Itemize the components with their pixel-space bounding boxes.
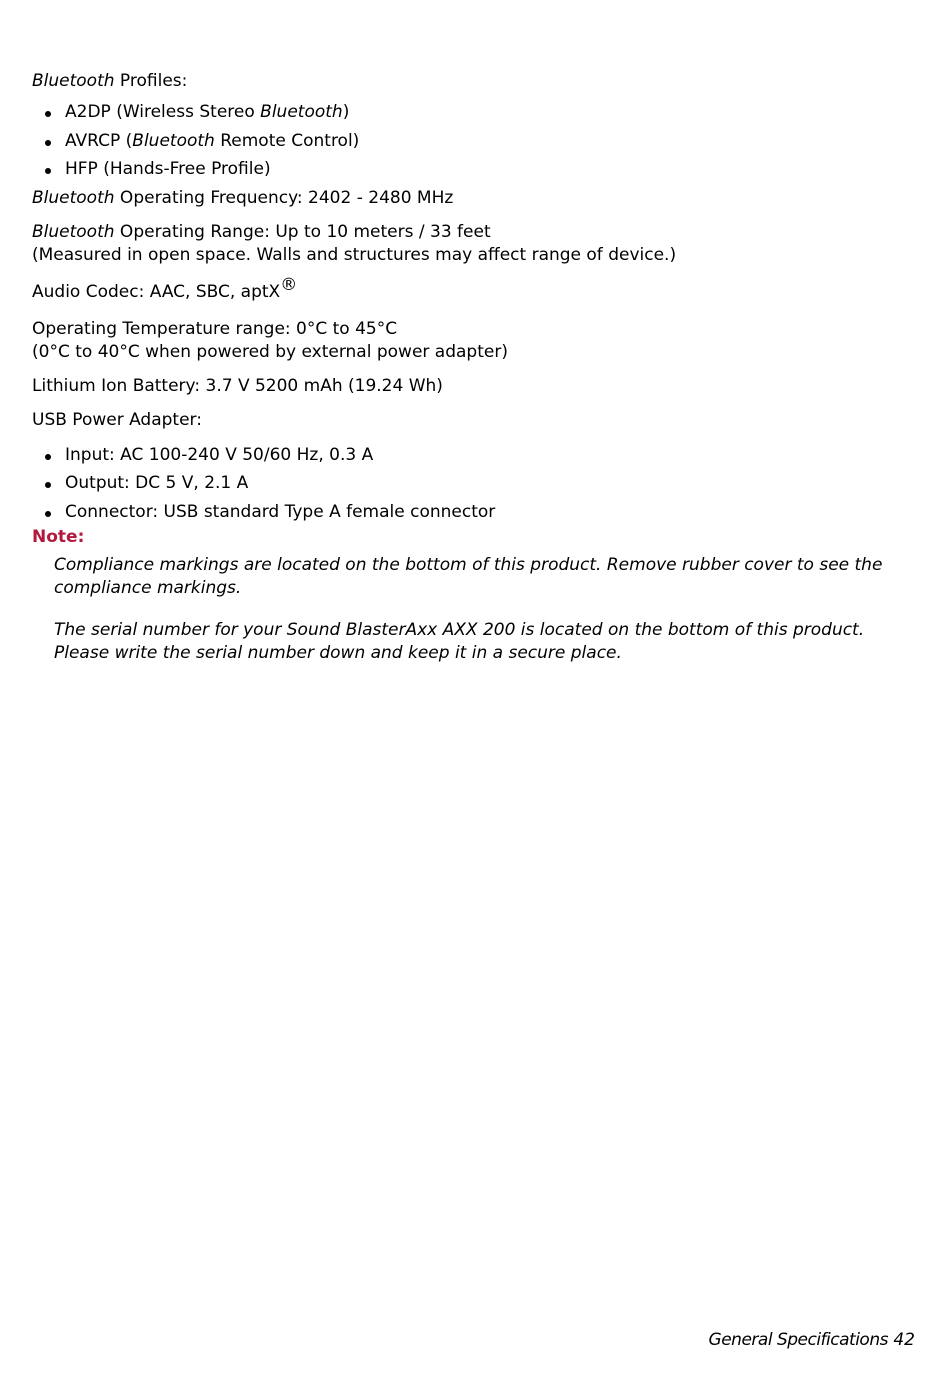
bluetooth-profiles-list (32, 101, 922, 181)
bullet-icon (45, 111, 51, 117)
note-label: Note: (32, 527, 85, 547)
list-item: Input: AC 100-240 V 50/60 Hz, 0.3 A (32, 444, 922, 467)
list-item: Connector: USB standard Type A female connector (32, 501, 922, 524)
bullet-icon (45, 511, 51, 517)
bullet-icon (45, 168, 51, 174)
note-paragraph: The serial number for your Sound BlasterAxx AXX 200 is located on the bottom of this product. Please write the serial number down and keep it in a secure place. (54, 620, 865, 663)
bluetooth-profiles-heading (32, 70, 922, 93)
bluetooth-range-note: (Measured in open space. Walls and structures may affect range of device.) (32, 244, 677, 265)
audio-codec: Audio Codec: AAC, SBC, aptX® (32, 274, 298, 302)
usb-adapter-heading: USB Power Adapter: (32, 409, 202, 430)
bullet-icon (45, 454, 51, 460)
bullet-icon (45, 140, 51, 146)
temperature-range: Operating Temperature range: 0°C to 45°C (32, 318, 398, 339)
note-paragraph: Compliance markings are located on the bottom of this product. Remove rubber cover to see the compliance markings. (54, 555, 883, 598)
bluetooth-frequency: Bluetooth Operating Frequency: 2402 - 2480 MHz (32, 187, 454, 208)
document-page (32, 70, 922, 684)
footer-section-title: General Specifications (708, 1330, 888, 1350)
list-item: Output: DC 5 V, 2.1 A (32, 472, 922, 495)
bluetooth-italic: Bluetooth (32, 71, 115, 91)
registered-mark: ® (280, 274, 298, 295)
bluetooth-range: Bluetooth Operating Range: Up to 10 meters / 33 feet (32, 221, 491, 242)
list-item: A2DP (Wireless Stereo Bluetooth) (32, 101, 922, 124)
note-body (32, 554, 922, 665)
page-footer (709, 1329, 915, 1352)
list-item: HFP (Hands-Free Profile) (32, 158, 922, 181)
list-item: AVRCP (Bluetooth Remote Control) (32, 130, 922, 153)
profiles-label: Profiles: (114, 71, 188, 91)
usb-adapter-list (32, 444, 922, 524)
page-number: 42 (893, 1330, 915, 1350)
bullet-icon (45, 482, 51, 488)
battery-spec: Lithium Ion Battery: 3.7 V 5200 mAh (19.24 Wh) (32, 375, 443, 396)
temperature-note: (0°C to 40°C when powered by external power adapter) (32, 341, 508, 362)
